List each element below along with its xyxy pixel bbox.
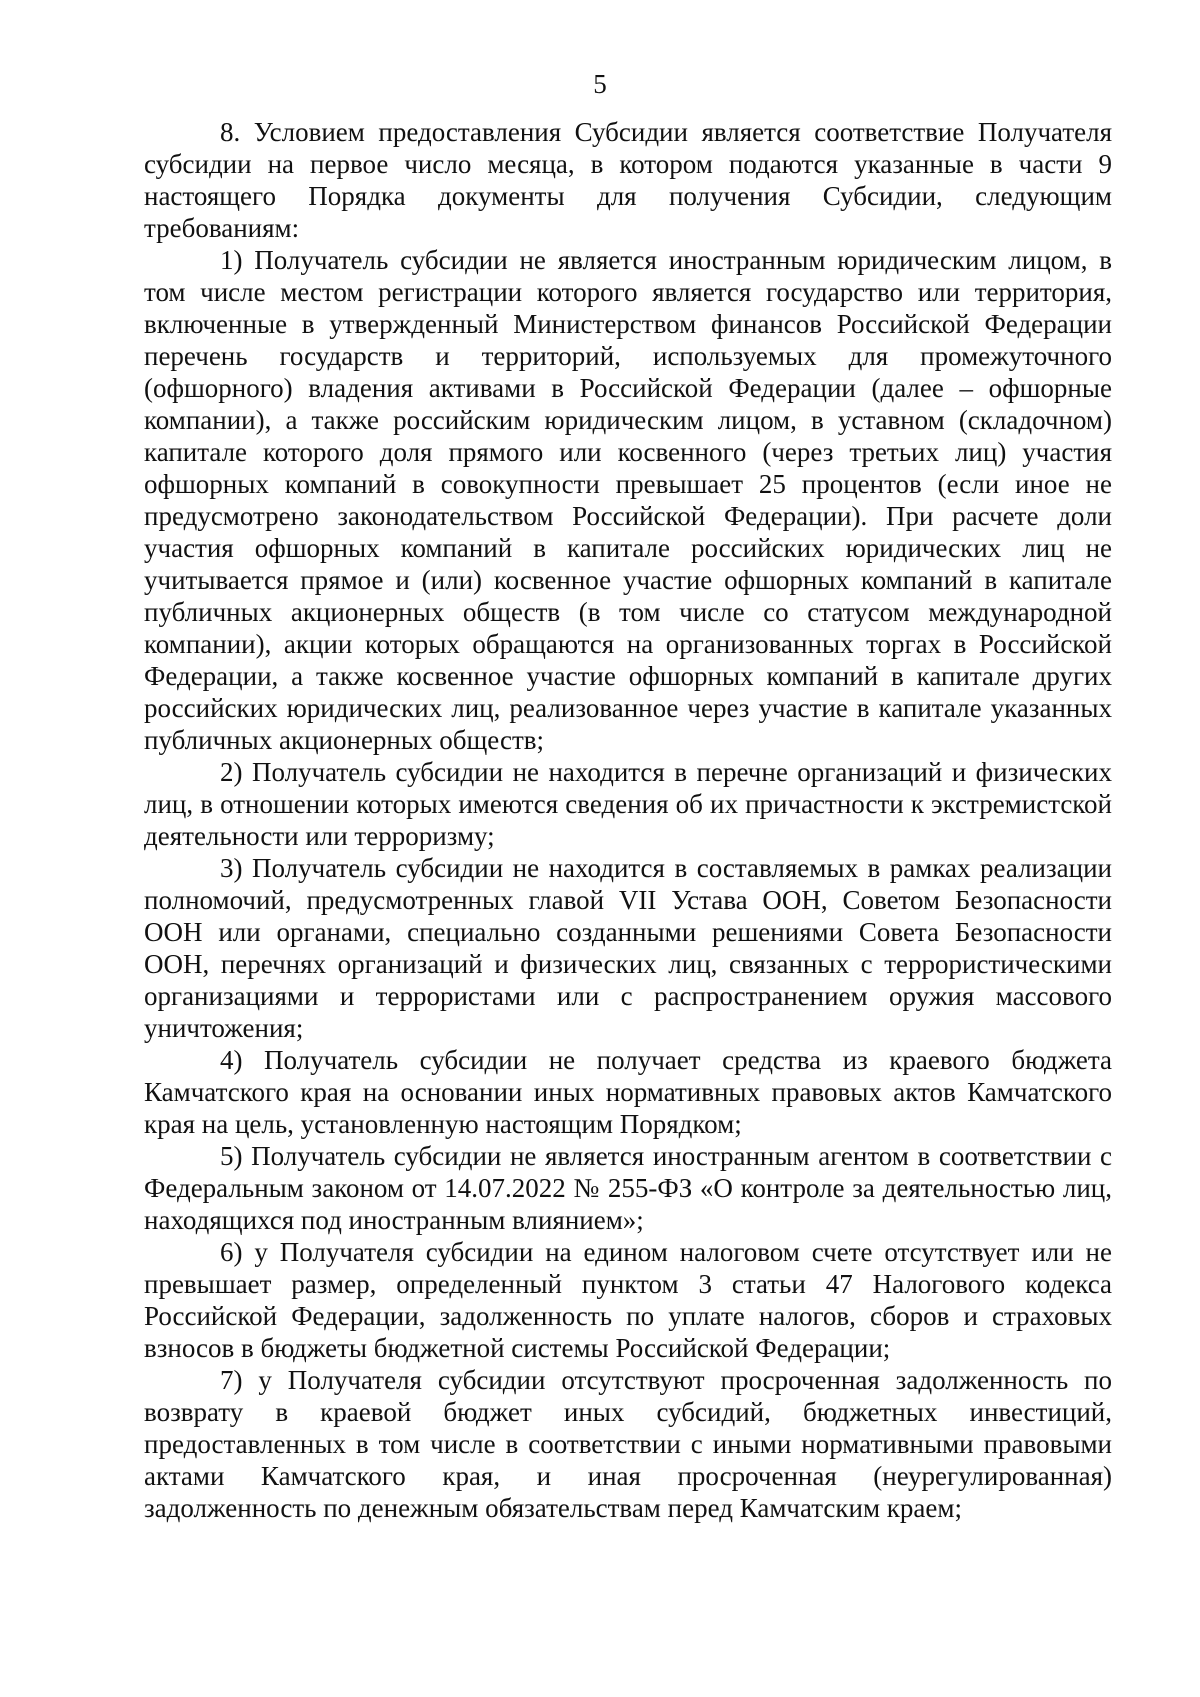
requirement-2-extremism: 2) Получатель субсидии не находится в перечне организаций и физических лиц, в отношении которых имеются сведения об их причастности к экстремистской деятельности или терроризму; (144, 757, 1112, 851)
document-body (144, 116, 1112, 1524)
paragraph-8-conditions: 8. Условием предоставления Субсидии является соответствие Получателя субсидии на первое число месяца, в котором подаются указанные в части 9 настоящего Порядка документы для получения Субсидии, следующим требованиям: (144, 117, 1112, 243)
page-number: 5 (593, 69, 607, 99)
requirement-4-other-funds: 4) Получатель субсидии не получает средства из краевого бюджета Камчатского края на основании иных нормативных правовых актов Камчатского края на цель, установленную настоящим Порядком; (144, 1045, 1112, 1139)
requirement-3-un-lists: 3) Получатель субсидии не находится в составляемых в рамках реализации полномочий, предусмотренных главой VII Устава ООН, Советом Безопасности ООН или органами, специально созданными решениями Совета Безопасности ООН, перечнях организаций и физических лиц, связанных с террористическими организациями и террористами или с распространением оружия массового уничтожения; (144, 853, 1112, 1043)
requirement-5-foreign-agent: 5) Получатель субсидии не является иностранным агентом в соответствии с Федеральным законом от 14.07.2022 № 255-ФЗ «О контроле за деятельностью лиц, находящихся под иностранным влиянием»; (144, 1141, 1112, 1235)
requirement-6-tax-debt: 6) у Получателя субсидии на едином налоговом счете отсутствует или не превышает размер, определенный пунктом 3 статьи 47 Налогового кодекса Российской Федерации, задолженность по уплате налогов, сборов и страховых взносов в бюджеты бюджетной системы Российской Федерации; (144, 1237, 1112, 1363)
requirement-1-offshore: 1) Получатель субсидии не является иностранным юридическим лицом, в том числе местом регистрации которого является государство или территория, включенные в утвержденный Министерством финансов Российской Федерации перечень государств и территорий, используемых для промежуточного (офшорного) владения активами в Российской Федерации (далее – офшорные компании), а также российским юридическим лицом, в уставном (складочном) капитале которого доля прямого или косвенного (через третьих лиц) участия офшорных компаний в совокупности превышает 25 процентов (если иное не предусмотрено законодательством Российской Федерации). При расчете доли участия офшорных компаний в капитале российских юридических лиц не учитывается прямое и (или) косвенное участие офшорных компаний в капитале публичных акционерных обществ (в том числе со статусом международной компании), акции которых обращаются на организованных торгах в Российской Федерации, а также косвенное участие офшорных компаний в капитале других российских юридических лиц, реализованное через участие в капитале указанных публичных акционерных обществ; (144, 245, 1112, 755)
requirement-7-overdue-debt: 7) у Получателя субсидии отсутствуют просроченная задолженность по возврату в краевой бюджет иных субсидий, бюджетных инвестиций, предоставленных в том числе в соответствии с иными нормативными правовыми актами Камчатского края, и иная просроченная (неурегулированная) задолженность по денежным обязательствам перед Камчатским краем; (144, 1365, 1112, 1523)
